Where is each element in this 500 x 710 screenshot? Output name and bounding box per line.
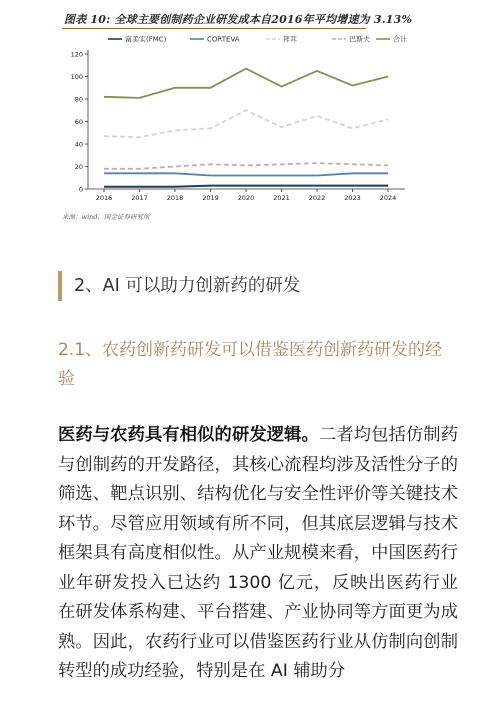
body-paragraph: [58, 421, 458, 687]
y-tick-label: 80: [74, 95, 83, 104]
legend-item-2: [266, 36, 297, 44]
x-tick: [380, 189, 397, 202]
y-tick-label: 20: [74, 162, 83, 171]
series-line-1: [104, 173, 388, 175]
x-tick-label: 2018: [166, 194, 184, 202]
legend-label: 合计: [393, 35, 407, 44]
y-tick: [71, 73, 88, 81]
y-tick-label: 100: [70, 72, 83, 81]
series-line-2: [104, 110, 388, 137]
x-tick-label: 2019: [202, 194, 219, 202]
paragraph-text: 二者均包括仿制药与创制药的开发路径，其核心流程均涉及活性分子的筛选、靶点识别、结构优化与安全性评价等关键技术环节。尽管应用领域有所不同，但其底层逻辑与技术框架具有高度相似性。从产业规模来看，中国医药行业年研发投入已达约 1300 亿元，反映出医药行业在研发体系构建、平台搭建、产业协同等方面更为成熟。因此，农药行业可以借鉴医药行业从仿制向创制转型的成功经验，特别是在 AI 辅助分: [58, 425, 458, 681]
y-tick: [75, 140, 88, 148]
x-tick: [238, 189, 255, 202]
x-tick: [167, 189, 184, 202]
x-tick-label: 2021: [273, 194, 290, 202]
x-tick: [96, 189, 113, 202]
section-heading: [58, 271, 300, 301]
series-line-0: [104, 186, 388, 187]
x-tick-label: 2020: [237, 194, 255, 202]
x-tick-label: 2024: [379, 194, 397, 202]
series-line-4: [104, 69, 388, 98]
x-tick-label: 2023: [344, 194, 361, 202]
line-chart: [0, 30, 500, 210]
x-tick: [309, 189, 326, 202]
x-tick: [273, 189, 290, 202]
y-tick-label: 60: [74, 117, 83, 126]
figure-title: 图表 10: 全球主要创制药企业研发成本自2016年平均增速为 3.13%: [64, 13, 413, 26]
legend-item-0: [108, 35, 167, 44]
x-tick: [131, 189, 148, 202]
y-tick: [75, 163, 88, 171]
legend-label: 富美实(FMC): [125, 35, 167, 44]
legend-label: 拜耳: [283, 35, 297, 44]
title-divider: [62, 28, 366, 29]
series-line-3: [104, 163, 388, 169]
y-tick-label: 120: [70, 50, 83, 59]
x-tick-label: 2022: [308, 194, 326, 202]
y-tick: [79, 185, 88, 193]
legend-item-4: [376, 35, 407, 44]
x-tick: [202, 189, 219, 202]
x-tick: [344, 189, 361, 202]
chart-legend: [108, 35, 407, 44]
section-heading-text: 2、AI 可以助力创新药的研发: [74, 276, 301, 296]
legend-label: CORTEVA: [207, 35, 240, 44]
chart-series: [104, 69, 388, 187]
paragraph-lead: 医药与农药具有相似的研发逻辑。: [58, 425, 319, 445]
x-tick-label: 2017: [131, 194, 148, 202]
y-tick-label: 40: [74, 140, 83, 149]
legend-item-3: [332, 35, 370, 44]
y-tick: [75, 95, 88, 103]
figure-source: 来源：wind，国金证券研究所: [62, 213, 150, 221]
x-tick-label: 2016: [95, 194, 113, 202]
subsection-heading: 2.1、农药创新药研发可以借鉴医药创新药研发的经验: [58, 340, 443, 389]
legend-item-1: [190, 36, 240, 44]
y-tick-label: 0: [78, 185, 83, 194]
y-tick: [71, 50, 88, 58]
y-tick: [75, 118, 88, 126]
legend-label: 巴斯夫: [349, 35, 370, 44]
